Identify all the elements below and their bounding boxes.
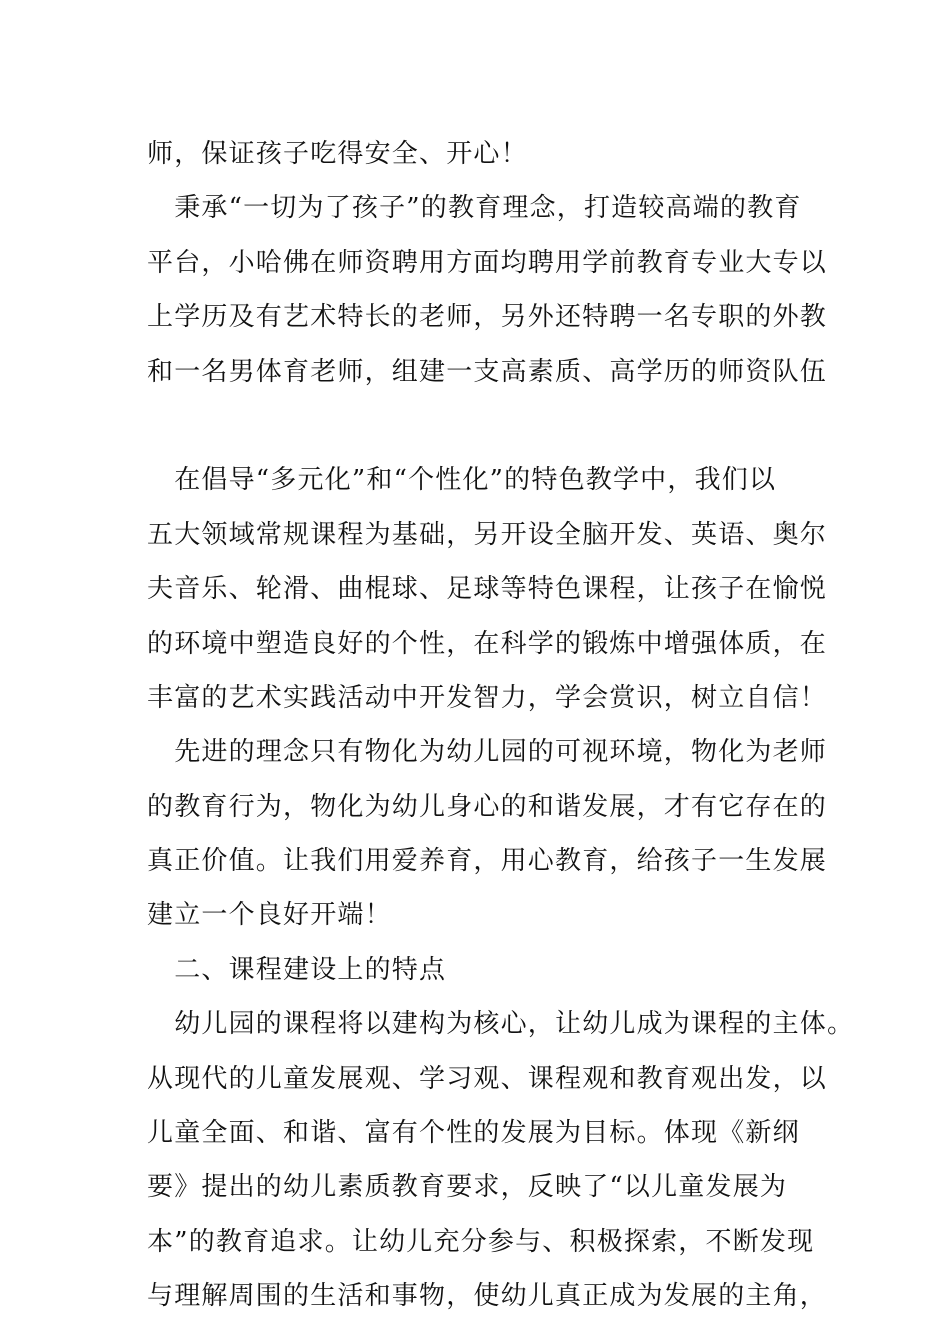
text-line: 与理解周围的生活和事物，使幼儿真正成为发展的主角，: [147, 1281, 828, 1312]
text-line: 秉承“一切为了孩子”的教育理念，打造较高端的教育: [147, 193, 802, 224]
text-line: 五大领域常规课程为基础，另开设全脑开发、英语、奥尔: [147, 519, 828, 550]
text-line: 和一名男体育老师，组建一支高素质、高学历的师资队伍: [147, 356, 828, 387]
document-body: [147, 127, 855, 1324]
text-line: 夫音乐、轮滑、曲棍球、足球等特色课程，让孩子在愉悦: [147, 574, 828, 605]
text-line: 丰富的艺术实践活动中开发智力，学会赏识，树立自信！: [147, 682, 828, 713]
text-line: 的环境中塑造良好的个性，在科学的锻炼中增强体质，在: [147, 628, 828, 659]
text-line: 本”的教育追求。让幼儿充分参与、积极探索，不断发现: [147, 1226, 815, 1257]
text-line: 先进的理念只有物化为幼儿园的可视环境，物化为老师: [147, 737, 828, 768]
text-line: 从现代的儿童发展观、学习观、课程观和教育观出发，以: [147, 1063, 828, 1094]
text-line: 的教育行为，物化为幼儿身心的和谐发展，才有它存在的: [147, 791, 828, 822]
blank-line: [147, 399, 837, 453]
text-line: 上学历及有艺术特长的老师，另外还特聘一名专职的外教: [147, 302, 828, 333]
text-line: 在倡导“多元化”和“个性化”的特色教学中，我们以: [147, 465, 777, 496]
section-heading: 二、课程建设上的特点: [147, 954, 447, 985]
text-line: 建立一个良好开端！: [147, 900, 392, 931]
text-line: 师，保证孩子吃得安全、开心！: [147, 139, 528, 169]
text-line: 真正价值。让我们用爱养育，用心教育，给孩子一生发展: [147, 846, 828, 877]
text-line: 幼儿园的课程将以建构为核心，让幼儿成为课程的主体。: [147, 1009, 855, 1040]
text-line: 儿童全面、和谐、富有个性的发展为目标。体现《新纲: [147, 1118, 800, 1149]
text-line: 要》提出的幼儿素质教育要求，反映了“以儿童发展为: [147, 1172, 788, 1203]
text-line: 平台，小哈佛在师资聘用方面均聘用学前教育专业大专以: [147, 247, 828, 278]
